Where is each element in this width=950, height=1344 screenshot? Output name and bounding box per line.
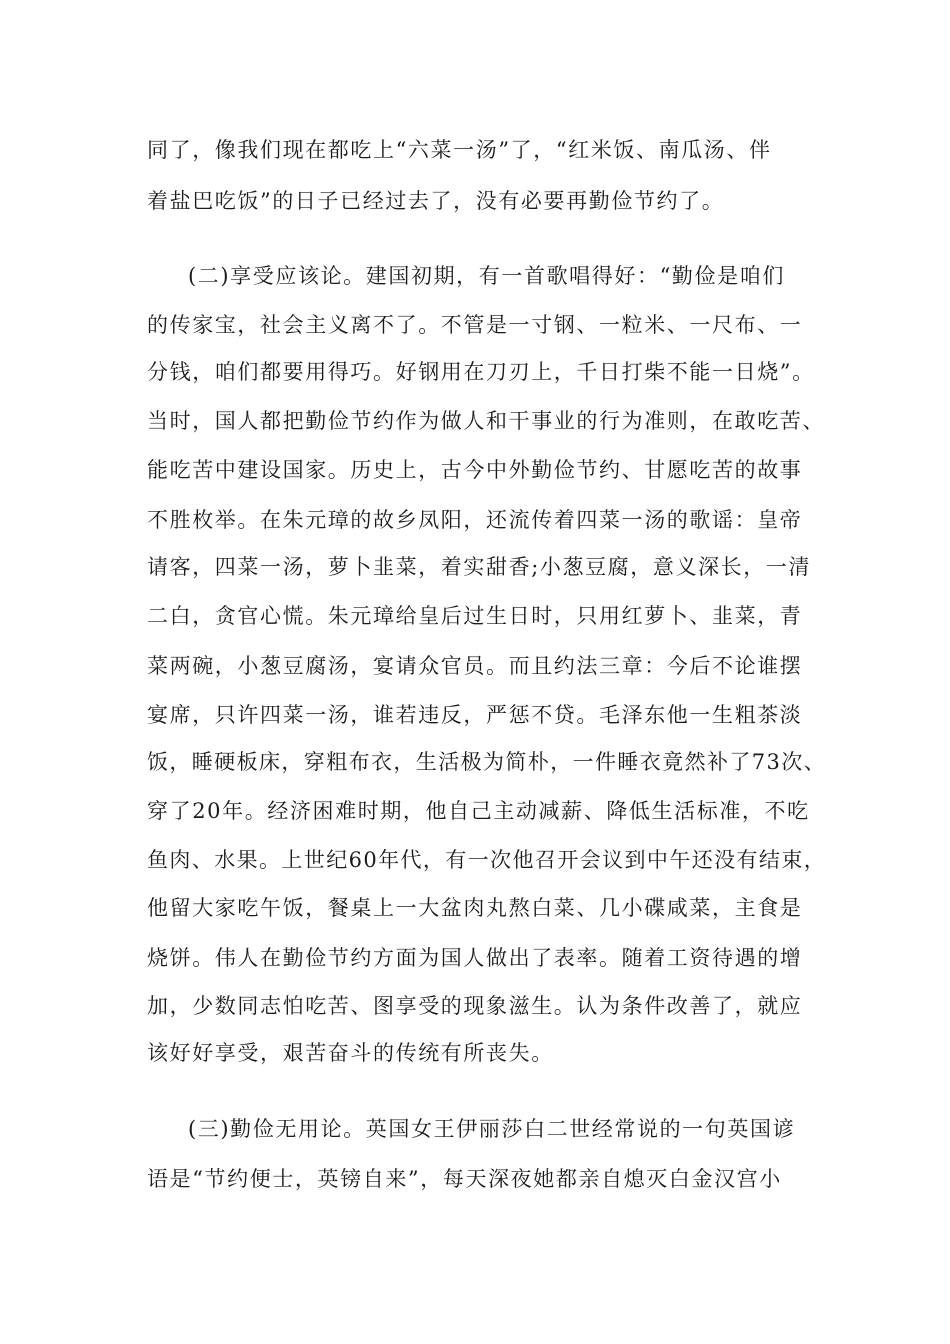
text-line: 加，少数同志怕吃苦、图享受的现象滋生。认为条件改善了，就应 [147,994,803,1018]
text-line: 能吃苦中建设国家。历史上，古今中外勤俭节约、甘愿吃苦的故事 [147,458,803,482]
text-line: 请客，四菜一汤，萝卜韭菜，着实甜香;小葱豆腐，意义深长，一清 [147,555,812,579]
text-line: 菜两碗，小葱豆腐汤，宴请众官员。而且约法三章：今后不论谁摆 [147,654,803,678]
text-line: 分钱，咱们都要用得巧。好钢用在刀刃上，千日打柴不能一日烧”。 [147,360,815,384]
text-line: 着盐巴吃饭”的日子已经过去了，没有必要再勤俭节约了。 [147,189,725,213]
text-line: 烧饼。伟人在勤俭节约方面为国人做出了表率。随着工资待遇的增 [147,946,803,970]
text-line: 他留大家吃午饭，餐桌上一大盆肉丸熬白菜、几小碟咸菜，主食是 [147,896,803,920]
text-line: 语是“节约便士，英镑自来”，每天深夜她都亲自熄灭白金汉宫小 [147,1167,782,1191]
text-line: 宴席，只许四菜一汤，谁若违反，严惩不贷。毛泽东他一生粗茶淡 [147,703,803,727]
text-line: 鱼肉、水果。上世纪60年代，有一次他召开会议到中午还没有结束， [147,848,827,872]
text-line: 不胜枚举。在朱元璋的故乡凤阳，还流传着四菜一汤的歌谣：皇帝 [147,508,803,532]
text-line: 穿了20年。经济困难时期，他自己主动减薪、降低生活标准，不吃 [147,799,810,823]
text-line: 的传家宝，社会主义离不了。不管是一寸钢、一粒米、一尺布、一 [147,313,803,337]
text-line: 当时，国人都把勤俭节约作为做人和干事业的行为准则，在敢吃苦、 [147,409,825,433]
text-line: 饭，睡硬板床，穿粗布衣，生活极为简朴，一件睡衣竟然补了73次、 [147,750,827,774]
paragraph-heading-line: (二)享受应该论。建国初期，有一首歌唱得好：“勤俭是咱们 [188,264,785,288]
text-line: 二白，贪官心慌。朱元璋给皇后过生日时，只用红萝卜、韭菜，青 [147,604,803,628]
paragraph-heading-line: (三)勤俭无用论。英国女王伊丽莎白二世经常说的一句英国谚 [188,1117,796,1141]
text-line: 该好好享受，艰苦奋斗的传统有所丧失。 [147,1041,554,1065]
text-line: 同了，像我们现在都吃上“六菜一汤”了，“红米饭、南瓜汤、伴 [147,138,772,162]
